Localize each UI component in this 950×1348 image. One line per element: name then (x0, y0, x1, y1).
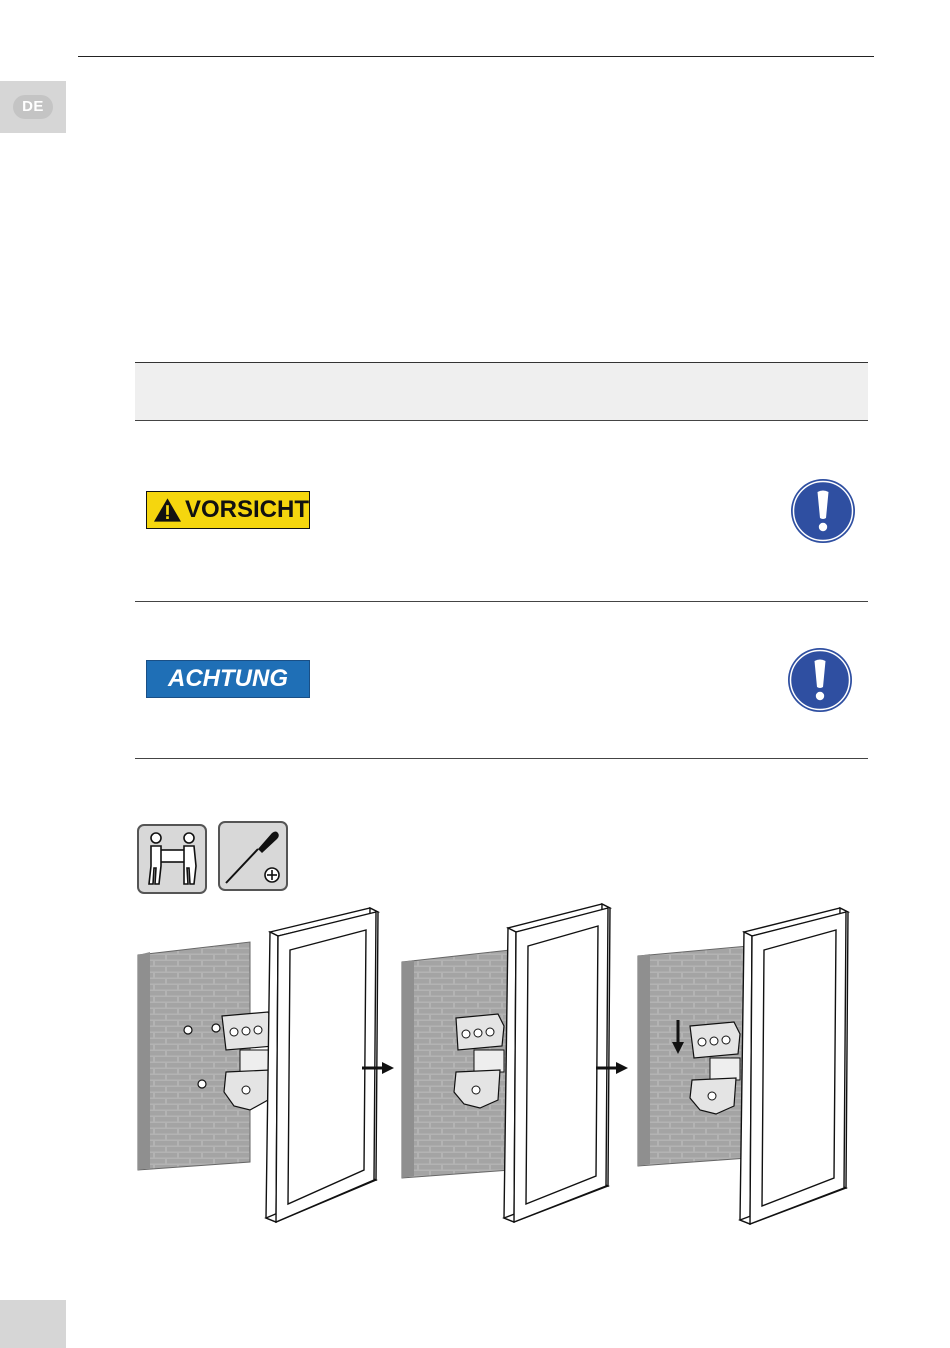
caution-badge (146, 491, 310, 529)
exclamation-circle-icon (790, 478, 856, 544)
two-person-lift-icon (139, 826, 205, 892)
step-1-illustration (138, 908, 394, 1222)
warning-triangle-icon (153, 496, 182, 524)
mounting-illustration (130, 900, 860, 1240)
language-code: DE (13, 95, 53, 119)
row-divider-1 (135, 601, 868, 602)
step-2-illustration (402, 904, 628, 1222)
page-tab (0, 1300, 66, 1348)
row-divider-2 (135, 758, 868, 759)
language-tab[interactable] (0, 81, 66, 133)
screwdriver-box (218, 821, 288, 891)
header-rule (78, 56, 874, 57)
phillips-screwdriver-icon (220, 823, 286, 889)
notice-badge (146, 660, 310, 698)
table-header (135, 362, 868, 421)
notice-label: ACHTUNG (168, 665, 288, 692)
two-person-lift-box (137, 824, 207, 894)
step-3-illustration (638, 908, 848, 1224)
table-header-bottom-rule (135, 420, 868, 421)
caution-label: VORSICHT (184, 496, 309, 523)
exclamation-circle-icon (787, 647, 853, 713)
